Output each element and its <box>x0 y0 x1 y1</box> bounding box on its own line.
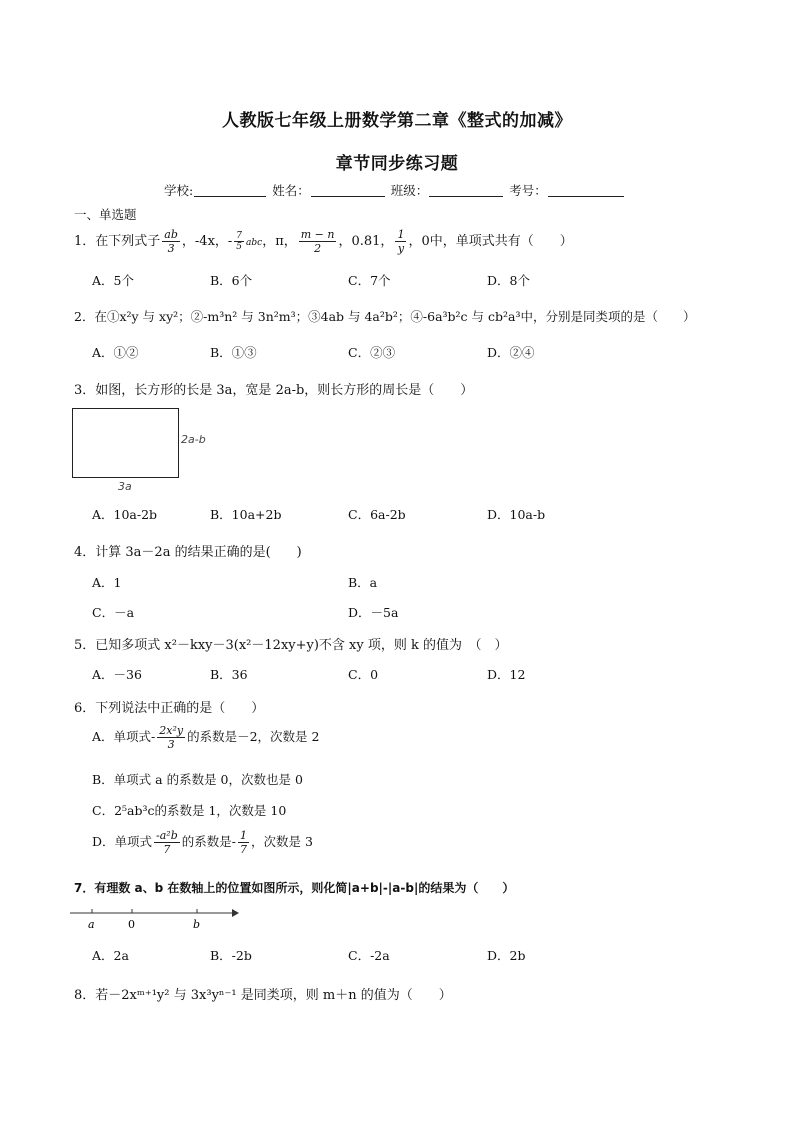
q3-option-b[interactable]: B．10a+2b <box>210 507 282 522</box>
number-line-arrow <box>232 909 239 917</box>
question-8: 8．若－2xᵐ⁺¹y² 与 3x³yⁿ⁻¹ 是同类项，则 m＋n 的值为（ ） <box>74 988 452 1003</box>
axis-label-a: a <box>88 918 95 931</box>
question-7: 7．有理数 a、b 在数轴上的位置如图所示，则化简|a+b|-|a-b|的结果为（ ） <box>74 881 515 895</box>
fraction-1-over-y: $\frac{1}{y}$ <box>397 228 405 255</box>
q2-option-b[interactable]: B．①③ <box>210 345 257 360</box>
q5-option-a[interactable]: A．－36 <box>92 667 142 682</box>
fraction-neg-a2b-over-7: $\frac{\text{-a²b}}{7}$ <box>156 829 178 856</box>
question-6: 6．下列说法中正确的是（ ） <box>74 701 265 716</box>
exam-no-label: 考号： <box>509 183 547 198</box>
fraction-m-minus-n-over-2: $\frac{m - n}{2}$ <box>300 228 335 255</box>
class-label: 班级： <box>390 183 429 198</box>
exam-no-blank[interactable] <box>548 183 624 197</box>
question-5: 5．已知多项式 x²－kxy－3(x²－12xy+y)不含 xy 项，则 k 的值为 （ ） <box>74 638 508 653</box>
question-1: 1．在下列式子 $\frac{ab}{3}$ ，-4x，- $\frac{7}{5}$ abc，π， $\frac{m - n}{2}$ ，0.81， $\frac{1}{y}$ ，0中，单项式共有（ ） <box>74 228 573 255</box>
fraction-2x2y-over-3: $\frac{\text{2x²y}}{3}$ <box>159 724 184 751</box>
rectangle-length-label: 3a <box>118 480 132 493</box>
q1-option-a[interactable]: A．5个 <box>92 273 134 288</box>
q3-option-c[interactable]: C．6a-2b <box>348 507 406 522</box>
q3-option-d[interactable]: D．10a-b <box>487 507 546 522</box>
fraction-1-over-7: $\frac{1}{7}$ <box>240 829 247 856</box>
rectangle-figure <box>72 408 179 478</box>
name-blank[interactable] <box>311 183 385 197</box>
q4-option-b[interactable]: B．a <box>348 575 378 590</box>
axis-label-0: 0 <box>128 918 135 931</box>
question-3: 3．如图，长方形的长是 3a，宽是 2a-b，则长方形的周长是（ ） <box>74 383 474 398</box>
q4-option-d[interactable]: D．－5a <box>348 605 399 620</box>
question-4: 4．计算 3a－2a 的结果正确的是( ) <box>74 545 302 560</box>
page-title: 人教版七年级上册数学第二章《整式的加减》 <box>222 111 572 131</box>
q2-option-c[interactable]: C．②③ <box>348 345 396 360</box>
q1-option-d[interactable]: D．8个 <box>487 273 530 288</box>
question-2: 2．在①x²y 与 xy²；②-m³n² 与 3n²m³；③4ab 与 4a²b²；④-6a³b²c 与 cb²a³中，分别是同类项的是（ ） <box>74 309 696 324</box>
q4-option-c[interactable]: C．－a <box>92 605 135 620</box>
student-info-line <box>164 181 626 199</box>
q5-option-c[interactable]: C．0 <box>348 667 379 682</box>
section-heading: 一、单选题 <box>74 207 137 222</box>
q3-option-a[interactable]: A．10a-2b <box>92 507 158 522</box>
q1-option-b[interactable]: B．6个 <box>210 273 253 288</box>
q7-option-b[interactable]: B．-2b <box>210 948 252 963</box>
q5-option-d[interactable]: D．12 <box>487 667 526 682</box>
number-line-figure <box>70 906 240 936</box>
q1-option-c[interactable]: C．7个 <box>348 273 391 288</box>
class-blank[interactable] <box>429 183 503 197</box>
q2-option-d[interactable]: D．②④ <box>487 345 535 360</box>
q7-option-d[interactable]: D．2b <box>487 948 526 963</box>
q2-option-a[interactable]: A．①② <box>92 345 139 360</box>
q7-option-a[interactable]: A．2a <box>92 948 129 963</box>
name-label: 姓名： <box>272 183 310 198</box>
q5-option-b[interactable]: B．36 <box>210 667 248 682</box>
q4-option-a[interactable]: A．1 <box>92 575 122 590</box>
q6-option-b[interactable]: B．单项式 a 的系数是 0，次数也是 0 <box>92 772 303 787</box>
school-blank[interactable] <box>194 183 266 197</box>
q6-option-d[interactable]: D．单项式 $\frac{\text{-a²b}}{7}$ 的系数是- $\frac{1}{7}$ ，次数是 3 <box>92 829 313 856</box>
q6-option-a[interactable]: A．单项式- $\frac{\text{2x²y}}{3}$ 的系数是－2，次数是 2 <box>92 724 320 751</box>
page-subtitle: 章节同步练习题 <box>335 154 459 174</box>
q6-option-c[interactable]: C．2⁵ab³c的系数是 1，次数是 10 <box>92 803 287 818</box>
fraction-7-over-5: $\frac{7}{5}$ <box>236 231 243 252</box>
school-label: 学校: <box>164 183 194 198</box>
fraction-ab-over-3: $\frac{ab}{3}$ <box>164 228 178 255</box>
axis-label-b: b <box>193 918 201 931</box>
rectangle-width-label: 2a-b <box>181 433 206 446</box>
q7-option-c[interactable]: C．-2a <box>348 948 390 963</box>
